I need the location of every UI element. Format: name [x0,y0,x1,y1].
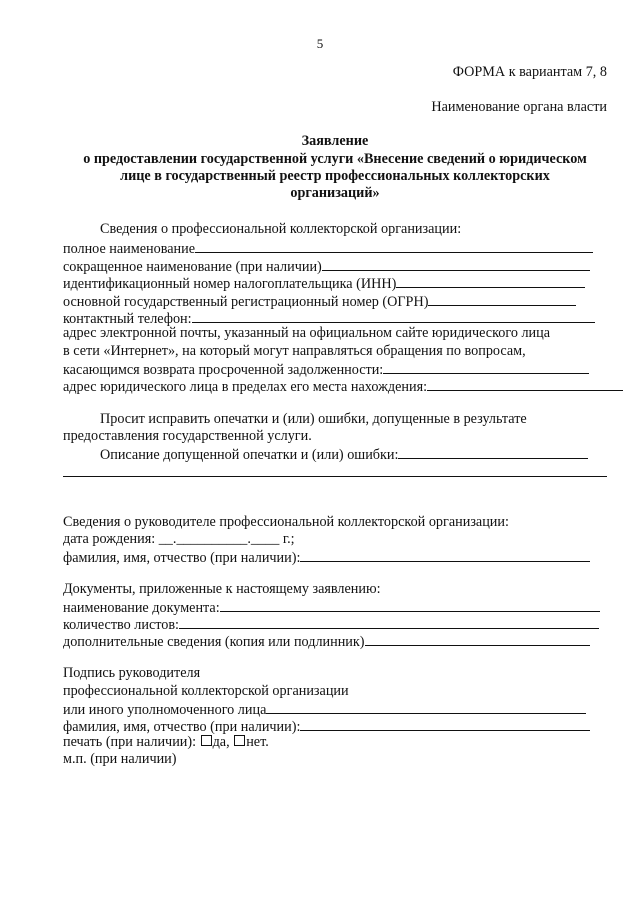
stamp-place-label: м.п. (при наличии) [63,751,177,767]
docs-section-heading: Документы, приложенные к настоящему заявлению: [63,581,381,597]
head-fio-input[interactable] [300,548,590,562]
ogrn-input[interactable] [428,292,576,306]
signer-fio-input[interactable] [300,717,590,731]
form-label: ФОРМА к вариантам 7, 8 [452,64,607,80]
org-section-heading: Сведения о профессиональной коллекторской организации: [100,221,462,237]
signature-input[interactable] [266,700,586,714]
address-field[interactable] [63,377,623,396]
inn-field[interactable] [63,274,585,293]
seal-no-checkbox[interactable] [234,735,245,746]
sheets-input[interactable] [179,615,599,629]
title-line-3: лице в государственный реестр профессиональных коллекторских [120,168,550,184]
seal-label: печать (при наличии): [63,734,197,750]
sheets-label: количество листов: [63,617,179,633]
error-description-field[interactable] [100,445,588,464]
seal-yes-label: да, [212,734,230,750]
request-line-2: предоставления государственной услуги. [63,428,312,444]
doc-name-label: наименование документа: [63,600,220,616]
doc-name-input[interactable] [220,598,600,612]
title-line-4: организаций» [290,185,380,201]
signature-line-1: Подпись руководителя [63,665,201,681]
inn-label: идентификационный номер налогоплательщика (ИНН) [63,276,397,292]
error-description-input[interactable] [398,445,588,459]
extra-info-label: дополнительные сведения (копия или подлинник) [63,634,365,650]
signature-line-2: профессиональной коллекторской организации [63,683,349,699]
email-label: касающимся возврата просроченной задолженности: [63,362,384,378]
title-line-2: о предоставлении государственной услуги «Внесение сведений о юридическом [83,151,587,167]
address-label: адрес юридического лица в пределах его места нахождения: [63,379,428,395]
head-fio-label: фамилия, имя, отчество (при наличии): [63,550,301,566]
birth-date-field[interactable]: дата рождения: __.__________.____ г.; [63,531,295,547]
seal-no-label: нет. [246,734,269,750]
ogrn-label: основной государственный регистрационный номер (ОГРН) [63,294,429,310]
extra-info-field[interactable] [63,632,590,651]
head-fio-field[interactable] [63,548,590,567]
email-line-1: адрес электронной почты, указанный на официальном сайте юридического лица [63,325,551,341]
email-line-2: в сети «Интернет», на который могут направляться обращения по вопросам, [63,343,526,359]
short-name-label: сокращенное наименование (при наличии) [63,259,322,275]
phone-input[interactable] [192,309,595,323]
phone-label: контактный телефон: [63,311,192,327]
page-number: 5 [316,36,324,51]
request-line-1: Просит исправить опечатки и (или) ошибки, допущенные в результате [100,411,527,427]
email-input[interactable] [383,360,589,374]
signature-line-3: или иного уполномоченного лица [63,702,267,718]
title-line-1: Заявление [301,133,369,149]
authority-label: Наименование органа власти [431,99,607,115]
seal-yes-checkbox[interactable] [201,735,212,746]
short-name-input[interactable] [322,257,590,271]
error-description-label: Описание допущенной опечатки и (или) ошибки: [100,447,399,463]
error-description-continuation-line[interactable] [63,476,607,477]
seal-row [63,734,269,751]
address-input[interactable] [427,377,623,391]
extra-info-input[interactable] [365,632,590,646]
full-name-input[interactable] [195,239,593,253]
full-name-label: полное наименование [63,241,196,257]
full-name-field[interactable] [63,239,593,258]
inn-input[interactable] [396,274,585,288]
head-section-heading: Сведения о руководителе профессиональной коллекторской организации: [63,514,509,530]
signer-fio-label: фамилия, имя, отчество (при наличии): [63,719,301,735]
